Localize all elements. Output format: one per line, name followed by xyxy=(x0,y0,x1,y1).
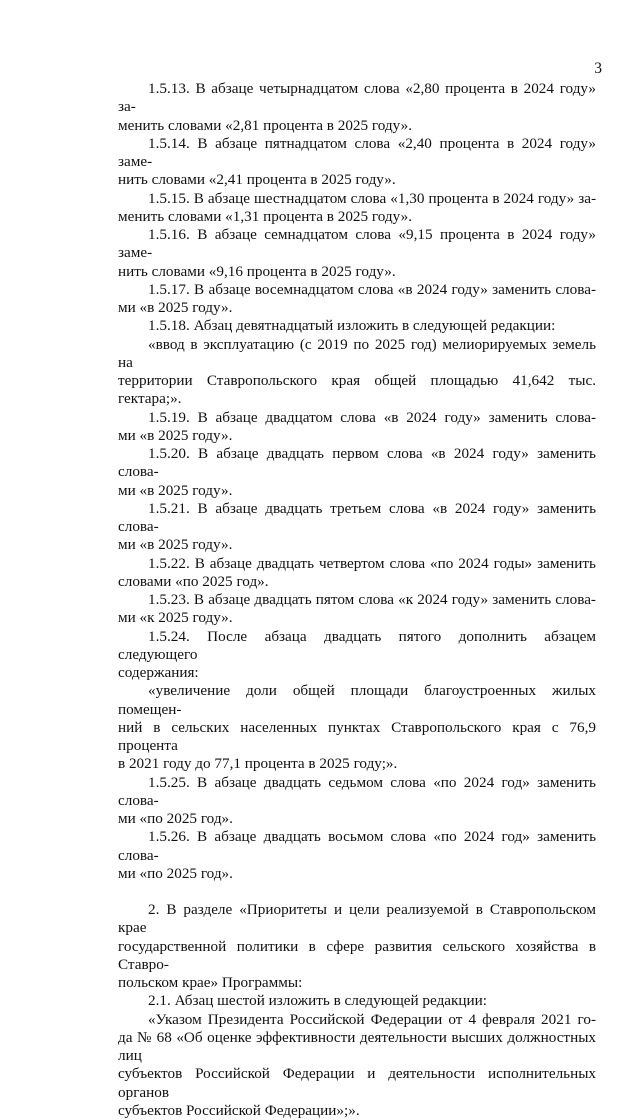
text-line: 1.5.16. В абзаце семнадцатом слова «9,15 процента в 2024 году» заме- xyxy=(118,226,596,263)
text-line: ми «по 2025 год». xyxy=(118,865,596,883)
text-line: 1.5.21. В абзаце двадцать третьем слова «в 2024 году» заменить слова- xyxy=(118,500,596,537)
text-line: «ввод в эксплуатацию (с 2019 по 2025 год) мелиорируемых земель на xyxy=(118,336,596,373)
paragraph xyxy=(118,409,596,446)
text-line: 2. В разделе «Приоритеты и цели реализуемой в Ставропольском крае xyxy=(118,901,596,938)
text-line: субъектов Российской Федерации»;». xyxy=(118,1102,596,1120)
paragraph xyxy=(118,828,596,883)
text-line: территории Ставропольского края общей площадью 41,642 тыс. гектара;». xyxy=(118,372,596,409)
text-line: 1.5.18. Абзац девятнадцатый изложить в следующей редакции: xyxy=(118,317,596,335)
text-line: содержания: xyxy=(118,664,596,682)
text-line: в 2021 году до 77,1 процента в 2025 году;». xyxy=(118,755,596,773)
text-line: 1.5.20. В абзаце двадцать первом слова «в 2024 году» заменить слова- xyxy=(118,445,596,482)
paragraph xyxy=(118,317,596,335)
text-line: «Указом Президента Российской Федерации от 4 февраля 2021 го- xyxy=(118,1011,596,1029)
text-line: польском крае» Программы: xyxy=(118,974,596,992)
text-line: 1.5.14. В абзаце пятнадцатом слова «2,40 процента в 2024 году» заме- xyxy=(118,135,596,172)
text-line: субъектов Российской Федерации и деятельности исполнительных органов xyxy=(118,1065,596,1102)
text-line: словами «по 2025 год». xyxy=(118,573,596,591)
paragraph xyxy=(118,992,596,1010)
paragraph xyxy=(118,445,596,500)
paragraph xyxy=(118,226,596,281)
page-number: 3 xyxy=(594,60,602,78)
text-line: «увеличение доли общей площади благоустроенных жилых помещен- xyxy=(118,682,596,719)
text-line: 1.5.19. В абзаце двадцатом слова «в 2024 году» заменить слова- xyxy=(118,409,596,427)
text-line: 1.5.26. В абзаце двадцать восьмом слова «по 2024 год» заменить слова- xyxy=(118,828,596,865)
document-body xyxy=(118,80,596,1120)
paragraph xyxy=(118,500,596,555)
text-line: 1.5.17. В абзаце восемнадцатом слова «в 2024 году» заменить слова- xyxy=(118,281,596,299)
text-line: 1.5.24. После абзаца двадцать пятого дополнить абзацем следующего xyxy=(118,628,596,665)
text-line: 1.5.23. В абзаце двадцать пятом слова «к 2024 году» заменить слова- xyxy=(118,591,596,609)
paragraph xyxy=(118,135,596,190)
text-line: 1.5.22. В абзаце двадцать четвертом слова «по 2024 годы» заменить xyxy=(118,555,596,573)
paragraph xyxy=(118,1011,596,1120)
text-line: 1.5.13. В абзаце четырнадцатом слова «2,80 процента в 2024 году» за- xyxy=(118,80,596,117)
text-line: 2.1. Абзац шестой изложить в следующей редакции: xyxy=(118,992,596,1010)
text-line: менить словами «2,81 процента в 2025 году». xyxy=(118,117,596,135)
paragraph xyxy=(118,682,596,773)
text-line: 1.5.15. В абзаце шестнадцатом слова «1,30 процента в 2024 году» за- xyxy=(118,190,596,208)
paragraph xyxy=(118,774,596,829)
text-line: ми «к 2025 году». xyxy=(118,609,596,627)
text-line: ми «в 2025 году». xyxy=(118,427,596,445)
text-line: ми «по 2025 год». xyxy=(118,810,596,828)
text-line: ми «в 2025 году». xyxy=(118,536,596,554)
paragraph xyxy=(118,190,596,227)
text-line: менить словами «1,31 процента в 2025 году». xyxy=(118,208,596,226)
paragraph xyxy=(118,80,596,135)
paragraph xyxy=(118,591,596,628)
text-line: да № 68 «Об оценке эффективности деятельности высших должностных лиц xyxy=(118,1029,596,1066)
paragraph xyxy=(118,628,596,683)
text-line: государственной политики в сфере развития сельского хозяйства в Ставро- xyxy=(118,938,596,975)
text-line: нить словами «9,16 процента в 2025 году». xyxy=(118,263,596,281)
text-line: ний в сельских населенных пунктах Ставропольского края с 76,9 процента xyxy=(118,719,596,756)
text-line: 1.5.25. В абзаце двадцать седьмом слова «по 2024 год» заменить слова- xyxy=(118,774,596,811)
paragraph xyxy=(118,336,596,409)
paragraph xyxy=(118,901,596,992)
text-line: нить словами «2,41 процента в 2025 году». xyxy=(118,171,596,189)
paragraph xyxy=(118,555,596,592)
text-line: ми «в 2025 году». xyxy=(118,299,596,317)
text-line: ми «в 2025 году». xyxy=(118,482,596,500)
paragraph xyxy=(118,281,596,318)
